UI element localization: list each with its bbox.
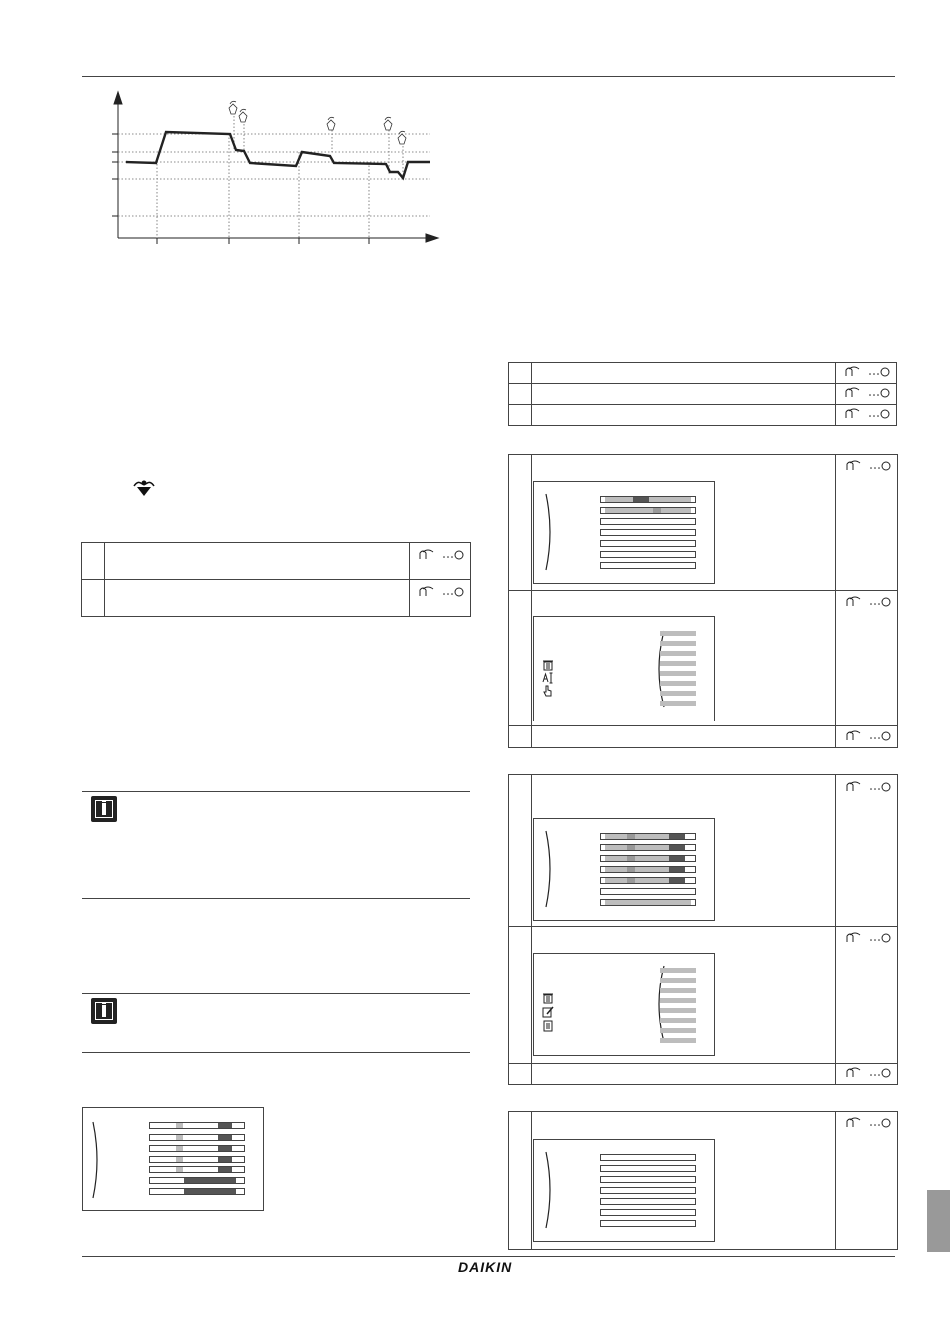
schedule-row [600,877,696,884]
schedule-row [600,899,696,906]
text-cursor-icon [542,672,554,684]
footer-rule [82,1256,895,1257]
remote-tap-icon [845,460,891,472]
schedule-row [600,551,696,558]
step-icon-cell [410,580,471,617]
schedule-screen [533,1139,715,1242]
schedule-row [149,1156,245,1163]
remote-tap-icon [844,387,890,399]
step-description-cell [105,580,410,617]
temperature-line [126,132,430,178]
schedule-row [600,1165,696,1172]
step-number-cell [82,580,105,617]
left-step-table [81,542,471,617]
step-number-cell [82,543,105,580]
step-description-cell [105,543,410,580]
remote-tap-icon [845,1067,891,1079]
remote-tap-icon [845,781,891,793]
trash-icon [542,992,554,1004]
schedule-row [149,1145,245,1152]
edit-icon [542,1006,554,1018]
note-rule-top [82,993,470,994]
schedule-row [149,1177,245,1184]
list-icon [542,1020,554,1032]
schedule-row [149,1188,245,1195]
scroll-curve [544,829,554,909]
step-icon-cell [836,405,897,426]
remote-tap-icon [844,366,890,378]
note-rule-top [82,791,470,792]
schedule-row [600,562,696,569]
action-menu-screen [533,953,715,1056]
schedule-chart [86,86,446,246]
schedule-row [600,496,696,503]
schedule-row [600,866,696,873]
step-icon-cell [836,363,897,384]
trash-icon [542,659,554,671]
schedule-row [600,1220,696,1227]
schedule-row [149,1134,245,1141]
schedule-row [600,518,696,525]
schedule-row [600,507,696,514]
scroll-curve [544,492,554,572]
schedule-row [600,1209,696,1216]
action-menu-screen [533,616,715,721]
schedule-screen [82,1107,264,1211]
brand-logo: DAIKIN [458,1259,513,1275]
step-number-cell [509,384,532,405]
schedule-row [600,529,696,536]
remote-tap-icon [844,408,890,420]
remote-tap-icon [418,586,464,598]
remote-tap-icon [418,549,464,561]
remote-tap-icon [845,932,891,944]
schedule-row [600,888,696,895]
schedule-screen [533,818,715,921]
step-icon-cell [410,543,471,580]
remote-tap-icon [845,730,891,742]
schedule-user-icon [131,478,157,498]
schedule-row [600,833,696,840]
tap-icons [229,101,406,144]
schedule-row [600,1198,696,1205]
hand-pointer-icon [542,685,554,697]
step-number-cell [509,405,532,426]
y-axis-arrow [114,92,122,104]
schedule-row [600,540,696,547]
schedule-row [600,855,696,862]
step-number-cell [509,363,532,384]
x-axis-arrow [426,234,438,242]
remote-tap-icon [845,1117,891,1129]
info-icon [91,796,117,822]
step-icon-cell [836,384,897,405]
remote-tap-icon [845,596,891,608]
scroll-curve [91,1120,101,1200]
schedule-row [149,1166,245,1173]
step-description-cell [532,384,836,405]
right-step-table [508,362,897,426]
schedule-row [600,1154,696,1161]
step-description-cell [532,363,836,384]
section-tab [927,1190,950,1252]
note-rule-bottom [82,1052,470,1053]
header-rule [82,76,895,77]
info-icon [91,998,117,1024]
step-description-cell [532,405,836,426]
note-rule-bottom [82,898,470,899]
schedule-screen [533,481,715,584]
scroll-curve [544,1150,554,1230]
schedule-row [600,1187,696,1194]
schedule-row [600,844,696,851]
schedule-row [149,1122,245,1129]
schedule-row [600,1176,696,1183]
